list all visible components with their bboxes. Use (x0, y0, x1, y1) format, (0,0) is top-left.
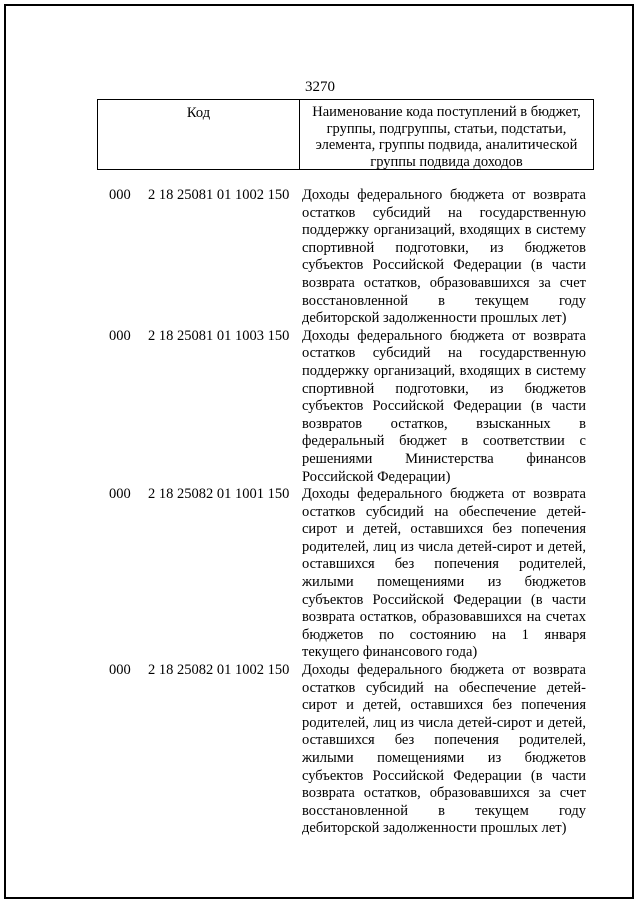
table-row (0, 187, 640, 328)
table-row (0, 486, 640, 662)
table-body (0, 187, 640, 838)
revenue-description: Доходы федерального бюджета от возврата остатков субсидий на государственную поддержку организаций, входящих в систему спортивной подготовки, из бюджетов субъектов Российской Федерации (в части возвратов остатков, взысканных в федеральный бюджет в соответствии с решениями Министерства финансов Российской Федерации) (302, 327, 586, 485)
page-number: 3270 (305, 79, 335, 95)
header-name: Наименование кода поступлений в бюджет, группы, подгруппы, статьи, подстатьи, элемента, группы подвида, аналитической группы подвида доходов (312, 104, 581, 170)
revenue-description: Доходы федерального бюджета от возврата остатков субсидий на обеспечение детей-сирот и детей, оставшихся без попечения родителей, лиц из числа детей-сирот и детей, оставшихся без попечения родителей, жилыми помещениями из бюджетов субъектов Российской Федерации (в части возврата остатков, образовавшихся за счет восстановленной в текущем году дебиторской задолженности прошлых лет) (302, 662, 586, 837)
table-header (97, 99, 594, 170)
admin-code: 000 (109, 486, 131, 503)
table-row (0, 328, 640, 486)
admin-code: 000 (109, 187, 131, 203)
header-code: Код (98, 100, 300, 169)
revenue-code: 2 18 25081 01 1003 150 (148, 327, 290, 344)
revenue-code: 2 18 25081 01 1002 150 (148, 187, 290, 203)
revenue-code: 2 18 25082 01 1001 150 (148, 486, 290, 503)
revenue-code: 2 18 25082 01 1002 150 (148, 662, 290, 679)
admin-code: 000 (109, 662, 131, 679)
revenue-description: Доходы федерального бюджета от возврата остатков субсидий на обеспечение детей-сирот и детей, оставшихся без попечения родителей, лиц из числа детей-сирот и детей, оставшихся без попечения родителей, жилыми помещениями из бюджетов субъектов Российской Федерации (в части возврата остатков, образовавшихся на счетах бюджетов по состоянию на 1 января текущего финансового года) (302, 486, 586, 661)
revenue-description: Доходы федерального бюджета от возврата остатков субсидий на государственную поддержку организаций, входящих в систему спортивной подготовки, из бюджетов субъектов Российской Федерации (в части возврата остатков, образовавшихся за счет восстановленной в текущем году дебиторской задолженности прошлых лет) (302, 187, 586, 327)
admin-code: 000 (109, 327, 131, 344)
table-row (0, 662, 640, 838)
